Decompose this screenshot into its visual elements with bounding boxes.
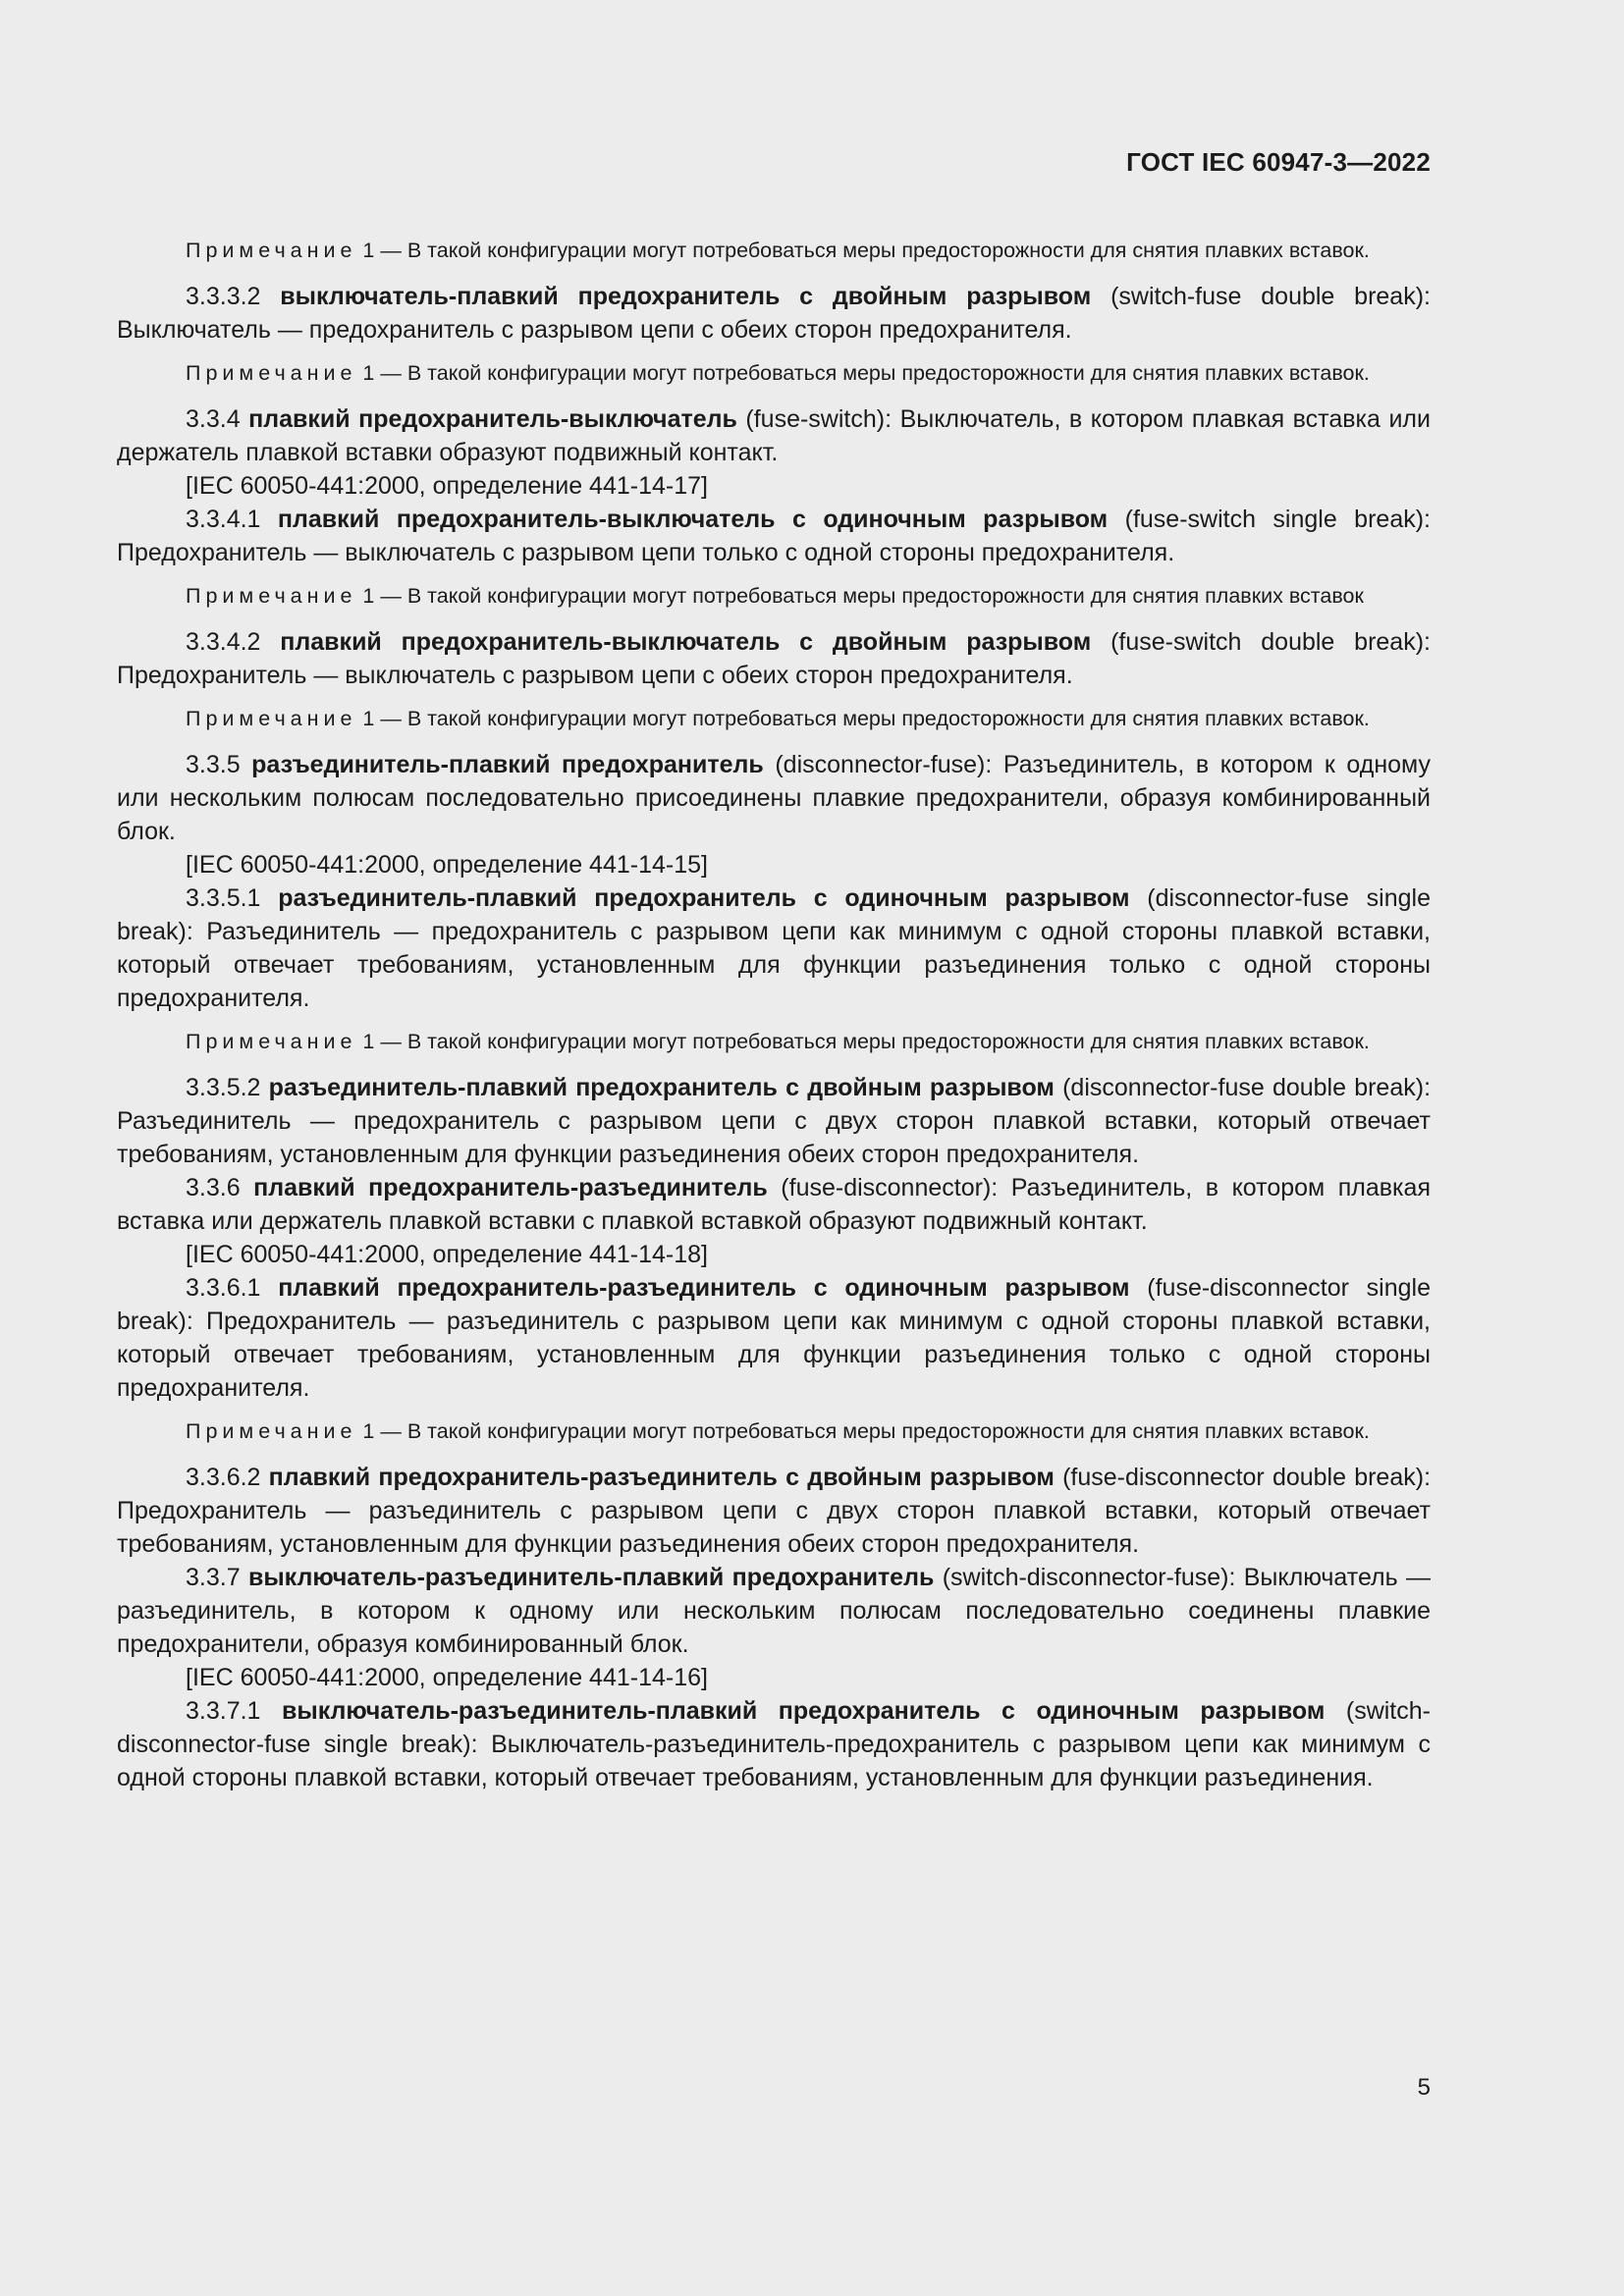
- definition-paragraph: [117, 503, 1431, 569]
- note-text: 1 — В такой конфигурации могут потребоваться меры предосторожности для снятия плавких вставок.: [356, 361, 1370, 385]
- definition-text: (fuse-switch double break): Предохранитель — выключатель с разрывом цепи с обеих сторон предохранителя.: [117, 628, 1431, 689]
- note-paragraph: [117, 704, 1431, 734]
- note-label: Примечание: [186, 1419, 357, 1443]
- definition-text: (fuse-disconnector single break): Предохранитель — разъединитель с разрывом цепи как минимум с одной стороны плавкой вставки, который отвечает требованиям, установленным для функции разъединения только с одной стороны предохранителя.: [117, 1274, 1431, 1402]
- definition-text: (fuse-switch): Выключатель, в котором плавкая вставка или держатель плавкой вставки образуют подвижный контакт.: [117, 405, 1431, 466]
- note-paragraph: [117, 358, 1431, 389]
- term: разъединитель-плавкий предохранитель с двойным разрывом: [268, 1074, 1055, 1101]
- note-label: Примечание: [186, 361, 357, 385]
- definition-text: (switch-disconnector-fuse single break): Выключатель-разъединитель-предохранитель с разрывом цепи как минимум с одной стороны плавкой вставки, который отвечает требованиям, установленным для функции разъединения.: [117, 1697, 1431, 1791]
- definition-text: (disconnector-fuse): Разъединитель, в котором к одному или нескольким полюсам последовательно присоединены плавкие предохранители, образуя комбинированный блок.: [117, 751, 1431, 845]
- clause-number: 3.3.3.2: [186, 283, 281, 310]
- note-text: 1 — В такой конфигурации могут потребоваться меры предосторожности для снятия плавких вставок.: [356, 707, 1370, 730]
- clause-number: 3.3.4.1: [186, 506, 278, 533]
- page-number: 5: [1417, 2074, 1431, 2101]
- term: плавкий предохранитель-разъединитель с одиночным разрывом: [278, 1274, 1130, 1302]
- definition-text: (disconnector-fuse single break): Разъединитель — предохранитель с разрывом цепи как минимум с одной стороны плавкой вставки, который отвечает требованиям, установленным для функции разъединения только с одной стороны предохранителя.: [117, 884, 1431, 1012]
- term: плавкий предохранитель-разъединитель с двойным разрывом: [268, 1464, 1055, 1491]
- note-paragraph: [117, 1027, 1431, 1057]
- clause-number: 3.3.6.1: [186, 1274, 279, 1302]
- definition-paragraph: [117, 1171, 1431, 1238]
- clause-number: 3.3.4.2: [186, 628, 281, 656]
- term: выключатель-плавкий предохранитель с двойным разрывом: [280, 283, 1092, 310]
- document-body: [117, 224, 1431, 1794]
- definition-paragraph: [117, 1071, 1431, 1171]
- note-label: Примечание: [186, 707, 357, 730]
- clause-number: 3.3.6: [186, 1174, 254, 1201]
- definition-text: (fuse-switch single break): Предохранитель — выключатель с разрывом цепи только с одной стороны предохранителя.: [117, 506, 1431, 566]
- clause-number: 3.3.7.1: [186, 1697, 282, 1725]
- note-text: 1 — В такой конфигурации могут потребоваться меры предосторожности для снятия плавких вставок.: [356, 239, 1370, 262]
- note-text: 1 — В такой конфигурации могут потребоваться меры предосторожности для снятия плавких вставок.: [356, 1030, 1370, 1053]
- clause-number: 3.3.6.2: [186, 1464, 269, 1491]
- definition-text: (fuse-disconnector): Разъединитель, в котором плавкая вставка или держатель плавкой вставки с плавкой вставкой образуют подвижный контакт.: [117, 1174, 1431, 1235]
- definition-paragraph: [117, 625, 1431, 692]
- reference-line: [IEC 60050-441:2000, определение 441-14-16]: [186, 1664, 708, 1691]
- note-label: Примечание: [186, 239, 357, 262]
- term: разъединитель-плавкий предохранитель с одиночным разрывом: [278, 884, 1130, 912]
- clause-number: 3.3.5.1: [186, 884, 279, 912]
- note-text: 1 — В такой конфигурации могут потребоваться меры предосторожности для снятия плавких вставок: [356, 584, 1364, 608]
- definition-text: (switch-fuse double break): Выключатель — предохранитель с разрывом цепи с обеих сторон предохранителя.: [117, 283, 1431, 344]
- note-paragraph: [117, 236, 1431, 266]
- term: выключатель-разъединитель-плавкий предохранитель: [247, 1564, 935, 1591]
- definition-paragraph: [117, 1694, 1431, 1794]
- term: плавкий предохранитель-разъединитель: [253, 1174, 768, 1201]
- definition-paragraph: [117, 748, 1431, 848]
- term: плавкий предохранитель-выключатель с двойным разрывом: [280, 628, 1092, 656]
- clause-number: 3.3.4: [186, 405, 249, 433]
- reference-line: [IEC 60050-441:2000, определение 441-14-17]: [186, 472, 708, 500]
- clause-number: 3.3.7: [186, 1564, 248, 1591]
- definition-paragraph: [117, 1271, 1431, 1405]
- term: выключатель-разъединитель-плавкий предохранитель с одиночным разрывом: [281, 1697, 1326, 1725]
- definition-text: (fuse-disconnector double break): Предохранитель — разъединитель с разрывом цепи с двух сторон плавкой вставки, который отвечает требованиям, установленным для функции разъединения обеих сторон предохранителя.: [117, 1464, 1432, 1558]
- reference-line: [IEC 60050-441:2000, определение 441-14-18]: [186, 1241, 708, 1268]
- term: плавкий предохранитель-выключатель: [248, 405, 737, 433]
- note-label: Примечание: [186, 1030, 357, 1053]
- document-header: ГОСТ IEC 60947-3—2022: [1126, 147, 1431, 177]
- reference-line: [IEC 60050-441:2000, определение 441-14-15]: [186, 851, 708, 879]
- definition-paragraph: [117, 1561, 1431, 1661]
- definition-paragraph: [117, 402, 1431, 469]
- note-paragraph: [117, 1416, 1431, 1447]
- definition-text: (disconnector-fuse double break): Разъединитель — предохранитель с разрывом цепи с двух сторон плавкой вставки, который отвечает требованиям, установленным для функции разъединения обеих сторон предохранителя.: [117, 1074, 1432, 1168]
- definition-paragraph: [117, 881, 1431, 1015]
- definition-text: (switch-disconnector-fuse): Выключатель — разъединитель, в котором к одному или нескольким полюсам последовательно соединены плавкие предохранители, образуя комбинированный блок.: [117, 1564, 1431, 1658]
- clause-number: 3.3.5.2: [186, 1074, 269, 1101]
- term: разъединитель-плавкий предохранитель: [251, 751, 764, 778]
- definition-paragraph: [117, 1461, 1431, 1561]
- note-label: Примечание: [186, 584, 357, 608]
- note-paragraph: [117, 581, 1431, 612]
- term: плавкий предохранитель-выключатель с одиночным разрывом: [277, 506, 1109, 533]
- clause-number: 3.3.5: [186, 751, 252, 778]
- definition-paragraph: [117, 280, 1431, 347]
- note-text: 1 — В такой конфигурации могут потребоваться меры предосторожности для снятия плавких вставок.: [356, 1419, 1370, 1443]
